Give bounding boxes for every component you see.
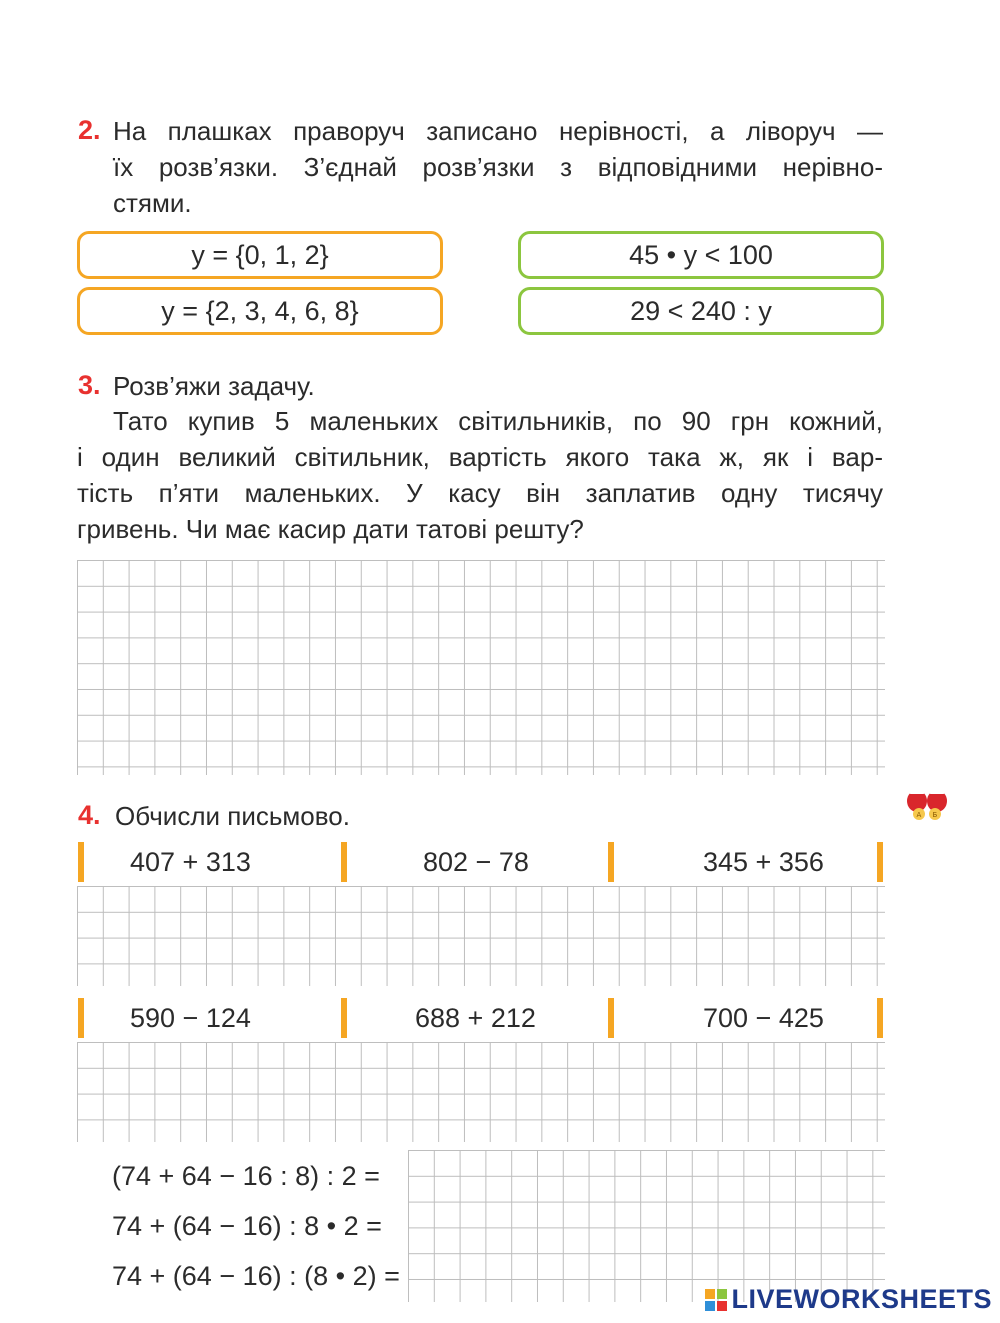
task-2-text-line-2: їх розв’язки. З’єднай розв’язки з відповідними нерівно-: [113, 152, 883, 182]
inequality-tile-2-label: 29 < 240 : y: [630, 295, 772, 326]
task-3-text-line-4: гривень. Чи має касир дати татові решту?: [77, 514, 584, 544]
task-3-text-line-1: Тато купив 5 маленьких світильників, по 90 грн кожний,: [113, 406, 883, 436]
liveworksheets-logo: [705, 1284, 992, 1315]
inequality-tile-2[interactable]: [518, 287, 884, 335]
task-3-text-line-2: і один великий світильник, вартість якого така ж, як і вар-: [77, 442, 883, 472]
svg-text:A: A: [916, 811, 922, 819]
divider-bar: [78, 842, 84, 882]
task-4-heading: Обчисли письмово.: [115, 801, 350, 831]
logo-text: LIVEWORKSHEETS: [731, 1284, 992, 1314]
task-2-number: 2.: [78, 115, 101, 145]
divider-bar: [877, 842, 883, 882]
solution-tile-1-label: y = {0, 1, 2}: [191, 239, 329, 270]
logo-blocks-icon: [705, 1289, 727, 1311]
column-problem-6: 700 − 425: [703, 1003, 824, 1033]
solution-tile-2-label: y = {2, 3, 4, 6, 8}: [161, 295, 359, 326]
task-3-heading: Розв’яжи задачу.: [113, 371, 315, 401]
divider-bar: [341, 842, 347, 882]
divider-bar: [341, 998, 347, 1038]
column-problem-1: 407 + 313: [130, 847, 251, 877]
row-1-answer-grid[interactable]: [77, 886, 885, 986]
divider-bar: [877, 998, 883, 1038]
task-2-text-line-1: На плашках праворуч записано нерівності, а ліворуч —: [113, 116, 883, 146]
column-problem-4: 590 − 124: [130, 1003, 251, 1033]
task-3-text-line-3: тість п’яти маленьких. У касу він заплатив одну тисячу: [77, 478, 883, 508]
task-4-number: 4.: [78, 800, 101, 830]
expressions-answer-grid[interactable]: [408, 1150, 885, 1302]
divider-bar: [78, 998, 84, 1038]
divider-bar: [608, 842, 614, 882]
mittens-icon: [903, 783, 951, 823]
expression-1: (74 + 64 − 16 : 8) : 2 =: [112, 1161, 380, 1191]
expression-3: 74 + (64 − 16) : (8 • 2) =: [112, 1261, 400, 1291]
solution-tile-2[interactable]: [77, 287, 443, 335]
inequality-tile-1[interactable]: [518, 231, 884, 279]
task-3-answer-grid[interactable]: [77, 560, 885, 775]
expression-2: 74 + (64 − 16) : 8 • 2 =: [112, 1211, 382, 1241]
divider-bar: [608, 998, 614, 1038]
task-2-text-line-3: стями.: [113, 188, 192, 218]
task-3-number: 3.: [78, 370, 101, 400]
svg-text:Б: Б: [932, 811, 938, 819]
row-2-answer-grid[interactable]: [77, 1042, 885, 1142]
column-problem-3: 345 + 356: [703, 847, 824, 877]
inequality-tile-1-label: 45 • y < 100: [629, 239, 773, 270]
column-problem-5: 688 + 212: [415, 1003, 536, 1033]
solution-tile-1[interactable]: [77, 231, 443, 279]
column-problem-2: 802 − 78: [423, 847, 529, 877]
